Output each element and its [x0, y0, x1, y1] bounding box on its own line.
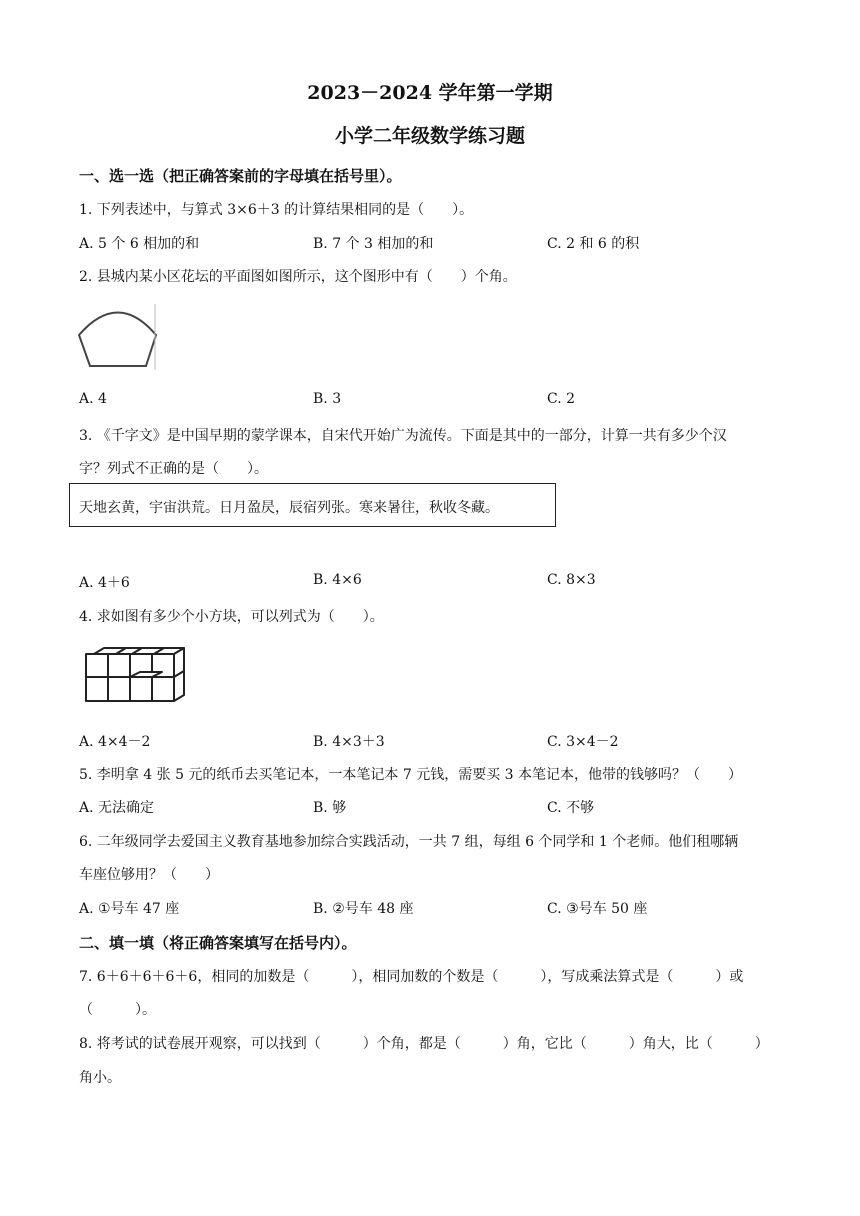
- question-5-text: 5. 李明拿 4 张 5 元的纸币去买笔记本，一本笔记本 7 元钱，需要买 3 本笔记本，他带的钱够吗？（ ）: [79, 767, 743, 783]
- question-1-option-a: A. 5 个 6 相加的和: [79, 236, 200, 252]
- question-7-text-line-2: （ ）。: [79, 1002, 156, 1018]
- question-1-option-b: B. 7 个 3 相加的和: [313, 236, 434, 252]
- poem-box: [69, 483, 556, 527]
- question-8-text-line-1: 8. 将考试的试卷展开观察，可以找到（ ）个角，都是（ ）角，它比（ ）角大，比（ ）: [79, 1036, 769, 1052]
- stacked-cubes-icon: [82, 645, 192, 707]
- question-5-option-b: B. 够: [313, 800, 347, 816]
- question-1-option-c: C. 2 和 6 的积: [547, 236, 640, 252]
- question-6-option-b: B. ②号车 48 座: [313, 901, 414, 917]
- question-2-option-c: C. 2: [547, 391, 576, 407]
- question-7-text-line-1: 7. 6＋6＋6＋6＋6，相同的加数是（ ），相同加数的个数是（ ），写成乘法算式是（ ）或: [79, 969, 744, 985]
- question-6-text-line-1: 6. 二年级同学去爱国主义教育基地参加综合实践活动，一共 7 组，每组 6 个同学和 1 个老师。他们租哪辆: [79, 834, 739, 850]
- section-heading-fill: 二、填一填（将正确答案填写在括号内）。: [79, 934, 357, 952]
- question-5-option-c: C. 不够: [547, 800, 595, 816]
- question-4-option-b: B. 4×3＋3: [313, 734, 385, 750]
- exam-title-year: 2023－2024 学年第一学期: [307, 82, 553, 104]
- exam-title-subject: 小学二年级数学练习题: [334, 125, 525, 147]
- question-1-text: 1. 下列表述中，与算式 3×6＋3 的计算结果相同的是（ ）。: [79, 202, 474, 218]
- question-4-option-a: A. 4×4－2: [79, 734, 151, 750]
- question-8-text-line-2: 角小。: [79, 1070, 121, 1086]
- section-heading-choice: 一、选一选（把正确答案前的字母填在括号里）。: [79, 167, 402, 185]
- question-3-text-line-2: 字？列式不正确的是（ ）。: [79, 461, 268, 477]
- question-3-option-c: C. 8×3: [547, 572, 596, 588]
- question-2-option-a: A. 4: [79, 391, 107, 407]
- flowerbed-pentagon-icon: [76, 300, 160, 372]
- question-6-text-line-2: 车座位够用？（ ）: [79, 867, 219, 883]
- question-2-option-b: B. 3: [313, 391, 342, 407]
- question-2-text: 2. 县城内某小区花坛的平面图如图所示，这个图形中有（ ）个角。: [79, 269, 517, 285]
- question-4-text: 4. 求如图有多少个小方块，可以列式为（ ）。: [79, 609, 384, 625]
- question-5-option-a: A. 无法确定: [79, 800, 155, 816]
- question-6-option-a: A. ①号车 47 座: [79, 901, 180, 917]
- question-3-text-line-1: 3. 《千字文》是中国早期的蒙学课本，自宋代开始广为流传。下面是其中的一部分，计算一共有多少个汉: [79, 428, 727, 444]
- question-3-option-a: A. 4＋6: [79, 575, 130, 591]
- question-3-option-b: B. 4×6: [313, 572, 362, 588]
- question-4-option-c: C. 3×4－2: [547, 734, 619, 750]
- question-6-option-c: C. ③号车 50 座: [547, 901, 648, 917]
- poem-text: 天地玄黄，宇宙洪荒。日月盈昃，辰宿列张。寒来暑往，秋收冬藏。: [79, 500, 499, 516]
